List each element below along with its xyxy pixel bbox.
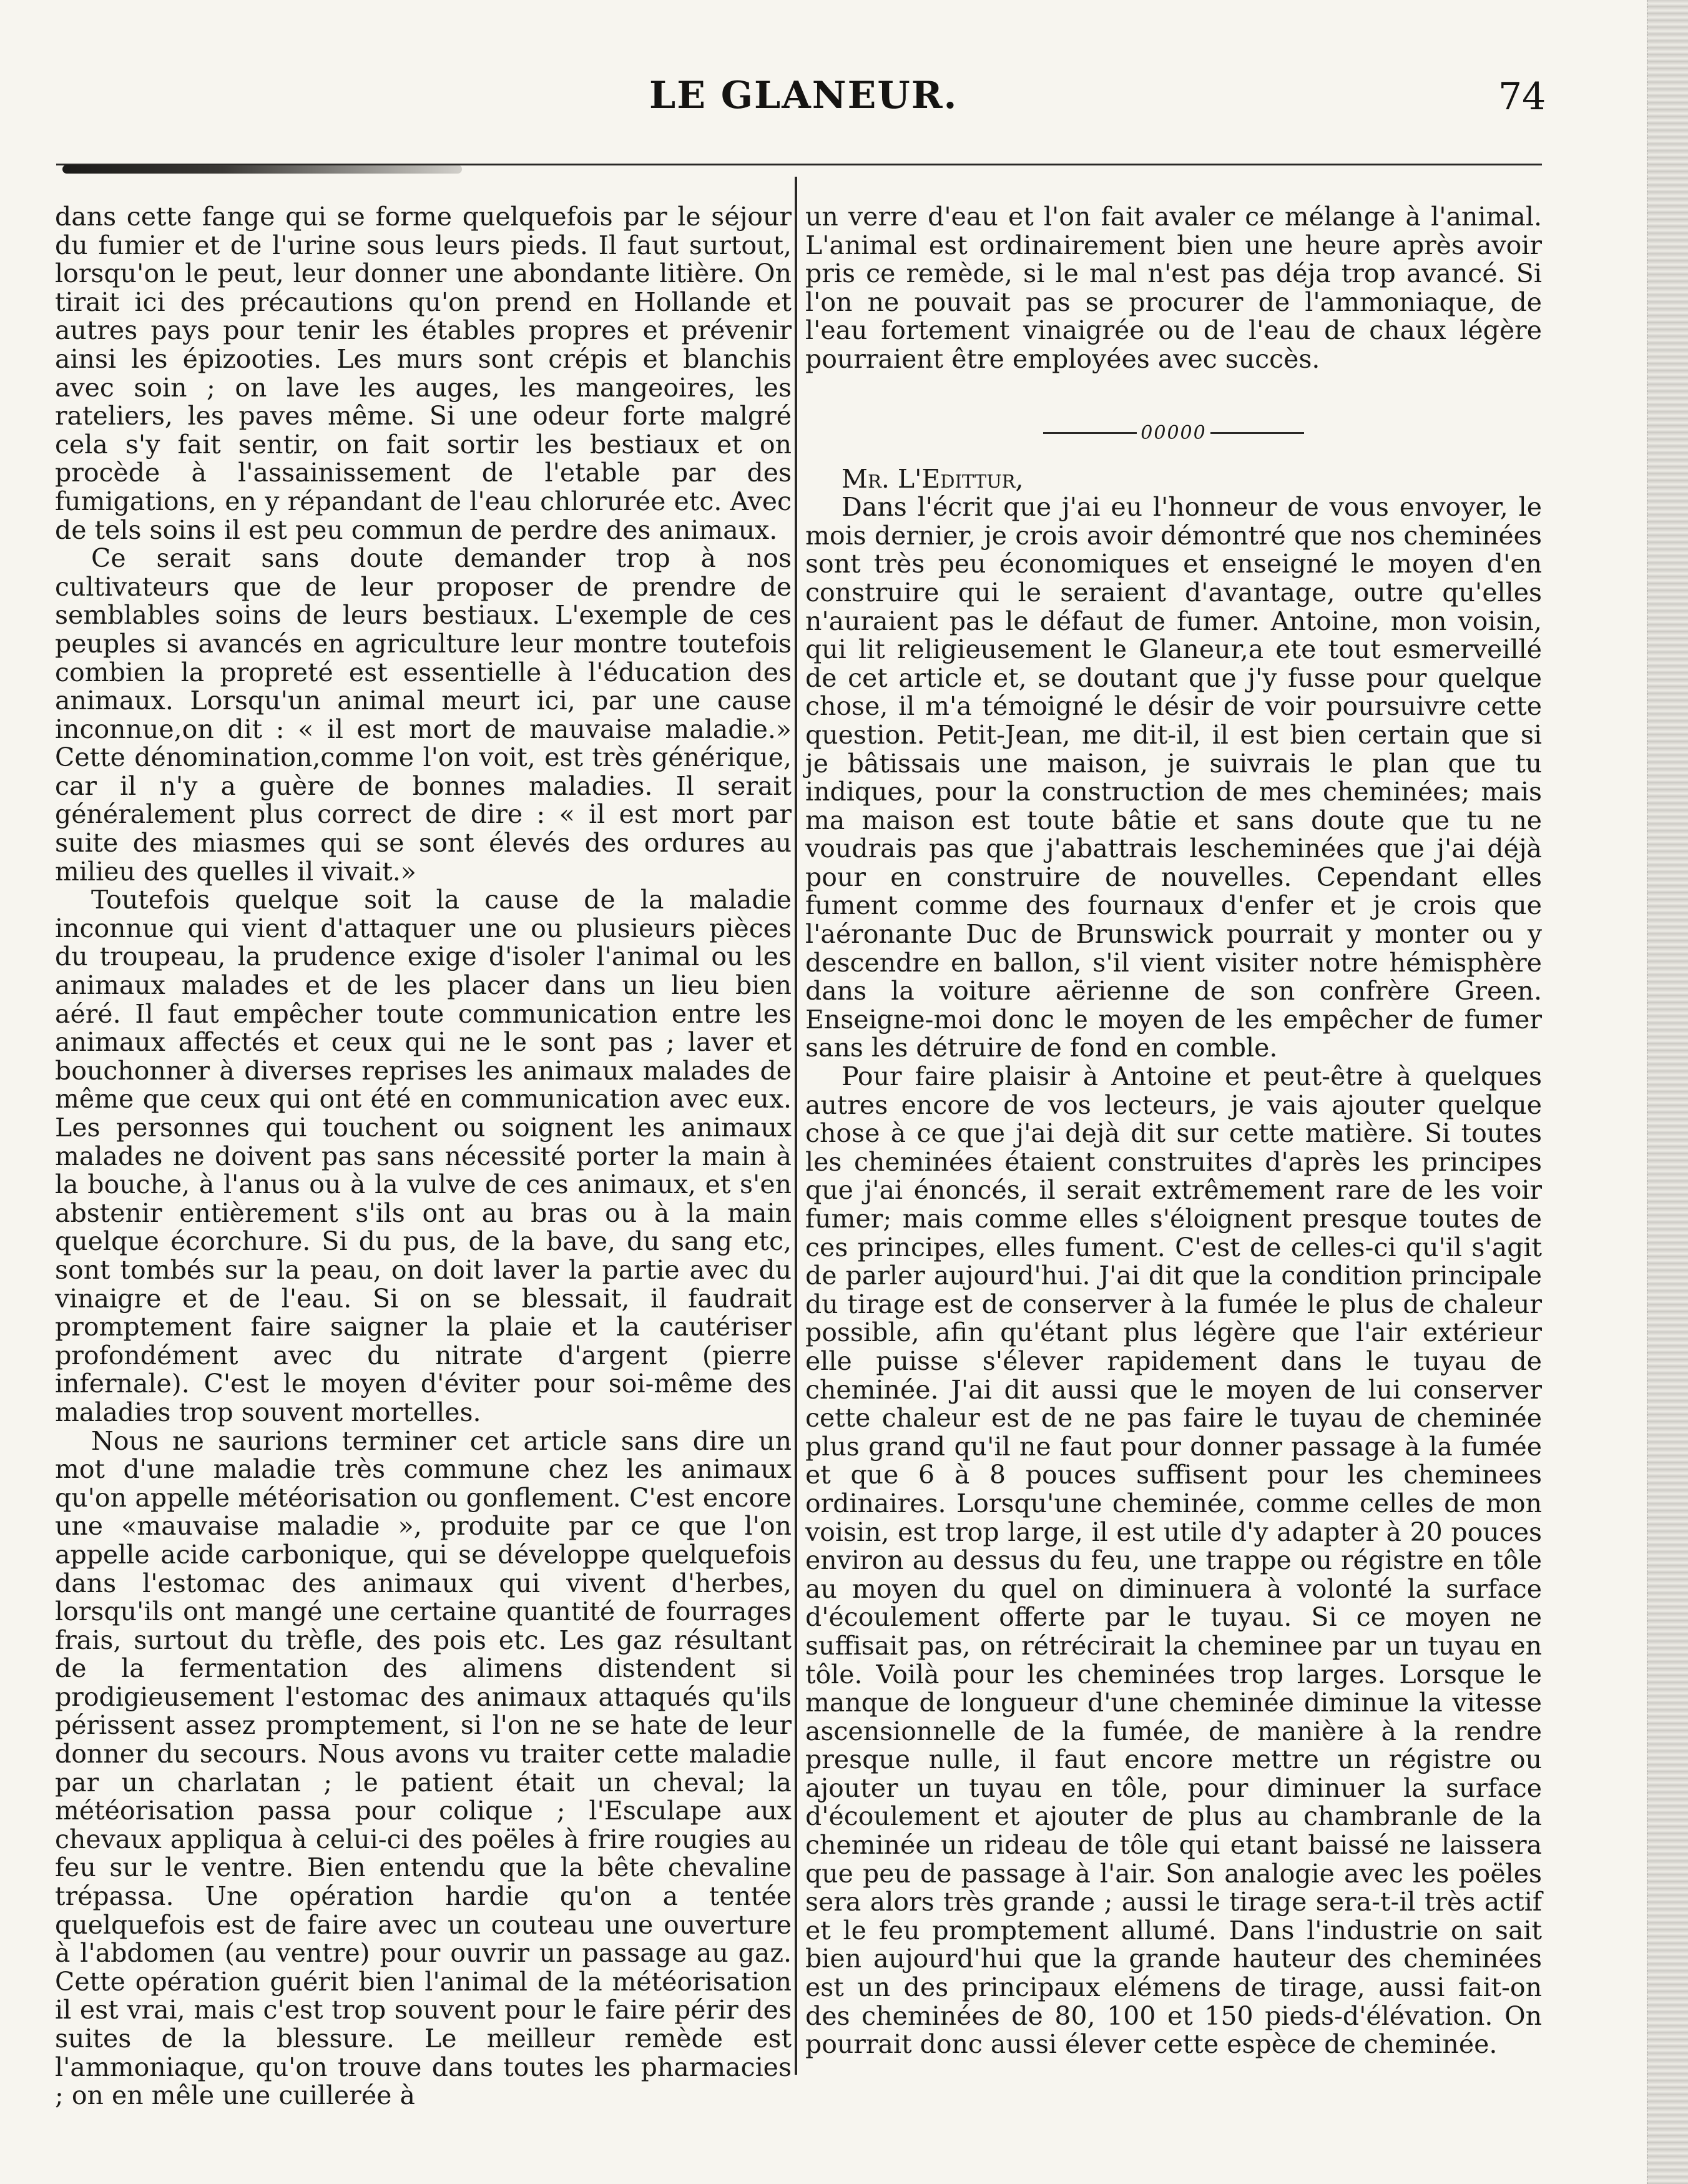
separator-line-left bbox=[1043, 432, 1137, 434]
left-paragraph-3: Toutefois quelque soit la cause de la maladie inconnue qui vient d'attaquer une ou plusieurs pièces du troupeau, la prudence exige d'isoler l'animal ou les animaux malades et de les placer dans un lieu bien aéré. Il faut empêcher toute communication entre les animaux affectés et ceux qui ne le sont pas ; laver et bouchonner à diverses reprises les animaux malades de même que ceux qui ont été en communication avec eux. Les personnes qui touchent ou soignent les animaux malades ne doivent pas sans nécessité porter la main à la bouche, à l'anus ou à la vulve de ces animaux, et s'en abstenir entièrement s'ils ont au bras ou à la main quelque écorchure. Si du pus, de la bave, du sang etc, sont tombés sur la peau, on doit laver la partie avec du vinaigre et de l'eau. Si on se blessait, il faudrait promptement faire saigner la plaie et la cautériser profondément avec du nitrate d'argent (pierre infernale). C'est le moyen d'éviter pour soi-même des maladies trop souvent mortelles. bbox=[55, 885, 792, 1427]
column-divider bbox=[795, 177, 797, 2075]
right-paragraph-3: Pour faire plaisir à Antoine et peut-être à quelques autres encore de vos lecteurs, je vais ajouter quelque chose à ce que j'ai dejà dit sur cette matière. Si toutes les cheminées étaient construites d'après les principes que j'ai énoncés, il serait extrêmement rare de les voir fumer; mais comme elles s'éloignent presque toutes de ces principes, elles fument. C'est de celles-ci qu'il s'agit de parler aujourd'hui. J'ai dit que la condition principale du tirage est de conserver à la fumée le plus de chaleur possible, afin qu'étant plus légère que l'air extérieur elle puisse s'élever rapidement dans le tuyau de cheminée. J'ai dit aussi que le moyen de lui conserver cette chaleur est de ne pas faire le tuyau de cheminée plus grand qu'il ne faut pour donner passage à la fumée et que 6 à 8 pouces suffisent pour les cheminees ordinaires. Lorsqu'une cheminée, comme celles de mon voisin, est trop large, il est utile d'y adapter à 20 pouces environ au dessus du feu, une trappe ou régistre en tôle au moyen du quel on diminuera à volonté la surface d'écoulement offerte par le tuyau. Si ce moyen ne suffisait pas, on rétrécirait la cheminee par un tuyau en tôle. Voilà pour les cheminées trop larges. Lorsque le manque de longueur d'une cheminée diminue la vitesse ascensionnelle de la fumée, de manière à la rendre presque nulle, il faut encore mettre un régistre ou ajouter un tuyau en tôle, pour diminuer la surface d'écoulement et ajouter de plus au chambranle de la cheminée un rideau de tôle qui etant baissé ne laissera que peu de passage à l'air. Son analogie avec les poëles sera alors très grande ; aussi le tirage sera-t-il très actif et le feu promptement allumé. Dans l'industrie on sait bien aujourd'hui que la grande hauteur des cheminées est un des principaux elémens de tirage, aussi fait-on des cheminées de 80, 100 et 150 pieds-d'élévation. On pourrait donc aussi élever cette espèce de cheminée. bbox=[805, 1061, 1542, 2060]
left-paragraph-2: Ce serait sans doute demander trop à nos cultivateurs que de leur proposer de prendre de semblables soins de leurs bestiaux. L'exemple de ces peuples si avancés en agriculture leur montre toutefois combien la propreté est essentielle à l'éducation des animaux. Lorsqu'un animal meurt ici, par une cause inconnue,on dit : « il est mort de mauvaise maladie.» Cette dénomination,comme l'on voit, est très générique, car il n'y a guère de bonnes maladies. Il serait généralement plus correct de dire : « il est mort par suite des miasmes qui se sont élevés des ordures au milieu des quelles il vivait.» bbox=[55, 543, 792, 887]
header-rule-ink-smudge bbox=[62, 165, 462, 174]
separator-ornament: 00000 bbox=[1141, 421, 1207, 444]
left-paragraph-1: dans cette fange qui se forme quelquefois par le séjour du fumier et de l'urine sous leurs pieds. Il faut surtout, lorsqu'on le peut, leur donner une abondante litière. On tirait ici des précautions qu'on prend en Hollande et autres pays pour tenir les étables propres et prévenir ainsi les épizooties. Les murs sont crépis et blanchis avec soin ; on lave les auges, les mangeoires, les rateliers, les paves même. Si une odeur forte malgré cela s'y fait sentir, on fait sortir les bestiaux et on procède à l'assainissement de l'etable par des fumigations, en y répandant de l'eau chlorurée etc. Avec de tels soins il est peu commun de perdre des animaux. bbox=[55, 202, 792, 545]
section-separator bbox=[805, 419, 1542, 448]
letter-salutation: Mr. L'Edittur, bbox=[842, 463, 1024, 494]
separator-line-right bbox=[1210, 432, 1304, 434]
running-title: LE GLANEUR. bbox=[649, 74, 958, 117]
left-paragraph-4: Nous ne saurions terminer cet article sans dire un mot d'une maladie très commune chez les animaux qu'on appelle météorisation ou gonflement. C'est encore une «mauvaise maladie », produite par ce que l'on appelle acide carbonique, qui se développe quelquefois dans l'estomac des animaux qui vivent d'herbes, lorsqu'ils ont mangé une certaine quantité de fourrages frais, surtout du trèfle, des pois etc. Les gaz résultant de la fermentation des alimens distendent si prodigieusement l'estomac des animaux attaqués qu'ils périssent assez promptement, si l'on ne se hate de leur donner du secours. Nous avons vu traiter cette maladie par un charlatan ; le patient était un cheval; la météorisation passa pour colique ; l'Esculape aux chevaux appliqua à celui-ci des poëles à frire rougies au feu sur le ventre. Bien entendu que la bête chevaline trépassa. Une opération hardie qu'on a tentée quelquefois est de faire avec un couteau une ouverture à l'abdomen (au ventre) pour ouvrir un passage au gaz. Cette opération guérit bien l'animal de la météorisation il est vrai, mais c'est trop souvent pour le faire périr des suites de la blessure. Le meilleur remède est l'ammoniaque, qu'on trouve dans toutes les pharmacies ; on en mêle une cuillerée à bbox=[55, 1425, 792, 2111]
page-number: 74 bbox=[1498, 75, 1546, 119]
page-edge-binding bbox=[1647, 0, 1688, 2184]
right-paragraph-2: Dans l'écrit que j'ai eu l'honneur de vous envoyer, le mois dernier, je crois avoir démontré que nos cheminées sont très peu économiques et enseigné le moyen d'en construire qui le seraient d'avantage, outre qu'elles n'auraient pas le défaut de fumer. Antoine, mon voisin, qui lit religieusement le Glaneur,a ete tout esmerveillé de cet article et, se doutant que j'y fusse pour quelque chose, il m'a témoigné le désir de voir poursuivre cette question. Petit-Jean, me dit-il, il est bien certain que si je bâtissais une maison, je suivrais le plan que tu indiques, pour la construction de mes cheminées; mais ma maison est toute bâtie et sans doute que tu ne voudrais pas que j'abattrais lescheminées que j'ai déjà pour en construire de nouvelles. Cependant elles fument comme des fournaux d'enfer et je crois que l'aéronante Duc de Brunswick pourrait y monter ou y descendre en ballon, s'il vient visiter notre hémisphère dans la voiture aërienne de son confrère Green. Enseigne-moi donc le moyen de les empêcher de fumer sans les détruire de fond en comble. bbox=[805, 492, 1542, 1063]
right-paragraph-1: un verre d'eau et l'on fait avaler ce mélange à l'animal. L'animal est ordinairement bien une heure après avoir pris ce remède, si le mal n'est pas déja trop avancé. Si l'on ne pouvait pas se procurer de l'ammoniaque, de l'eau fortement vinaigrée ou de l'eau de chaux légère pourraient être employées avec succès. bbox=[805, 202, 1542, 374]
left-column bbox=[55, 203, 792, 2110]
right-column bbox=[805, 203, 1542, 2059]
